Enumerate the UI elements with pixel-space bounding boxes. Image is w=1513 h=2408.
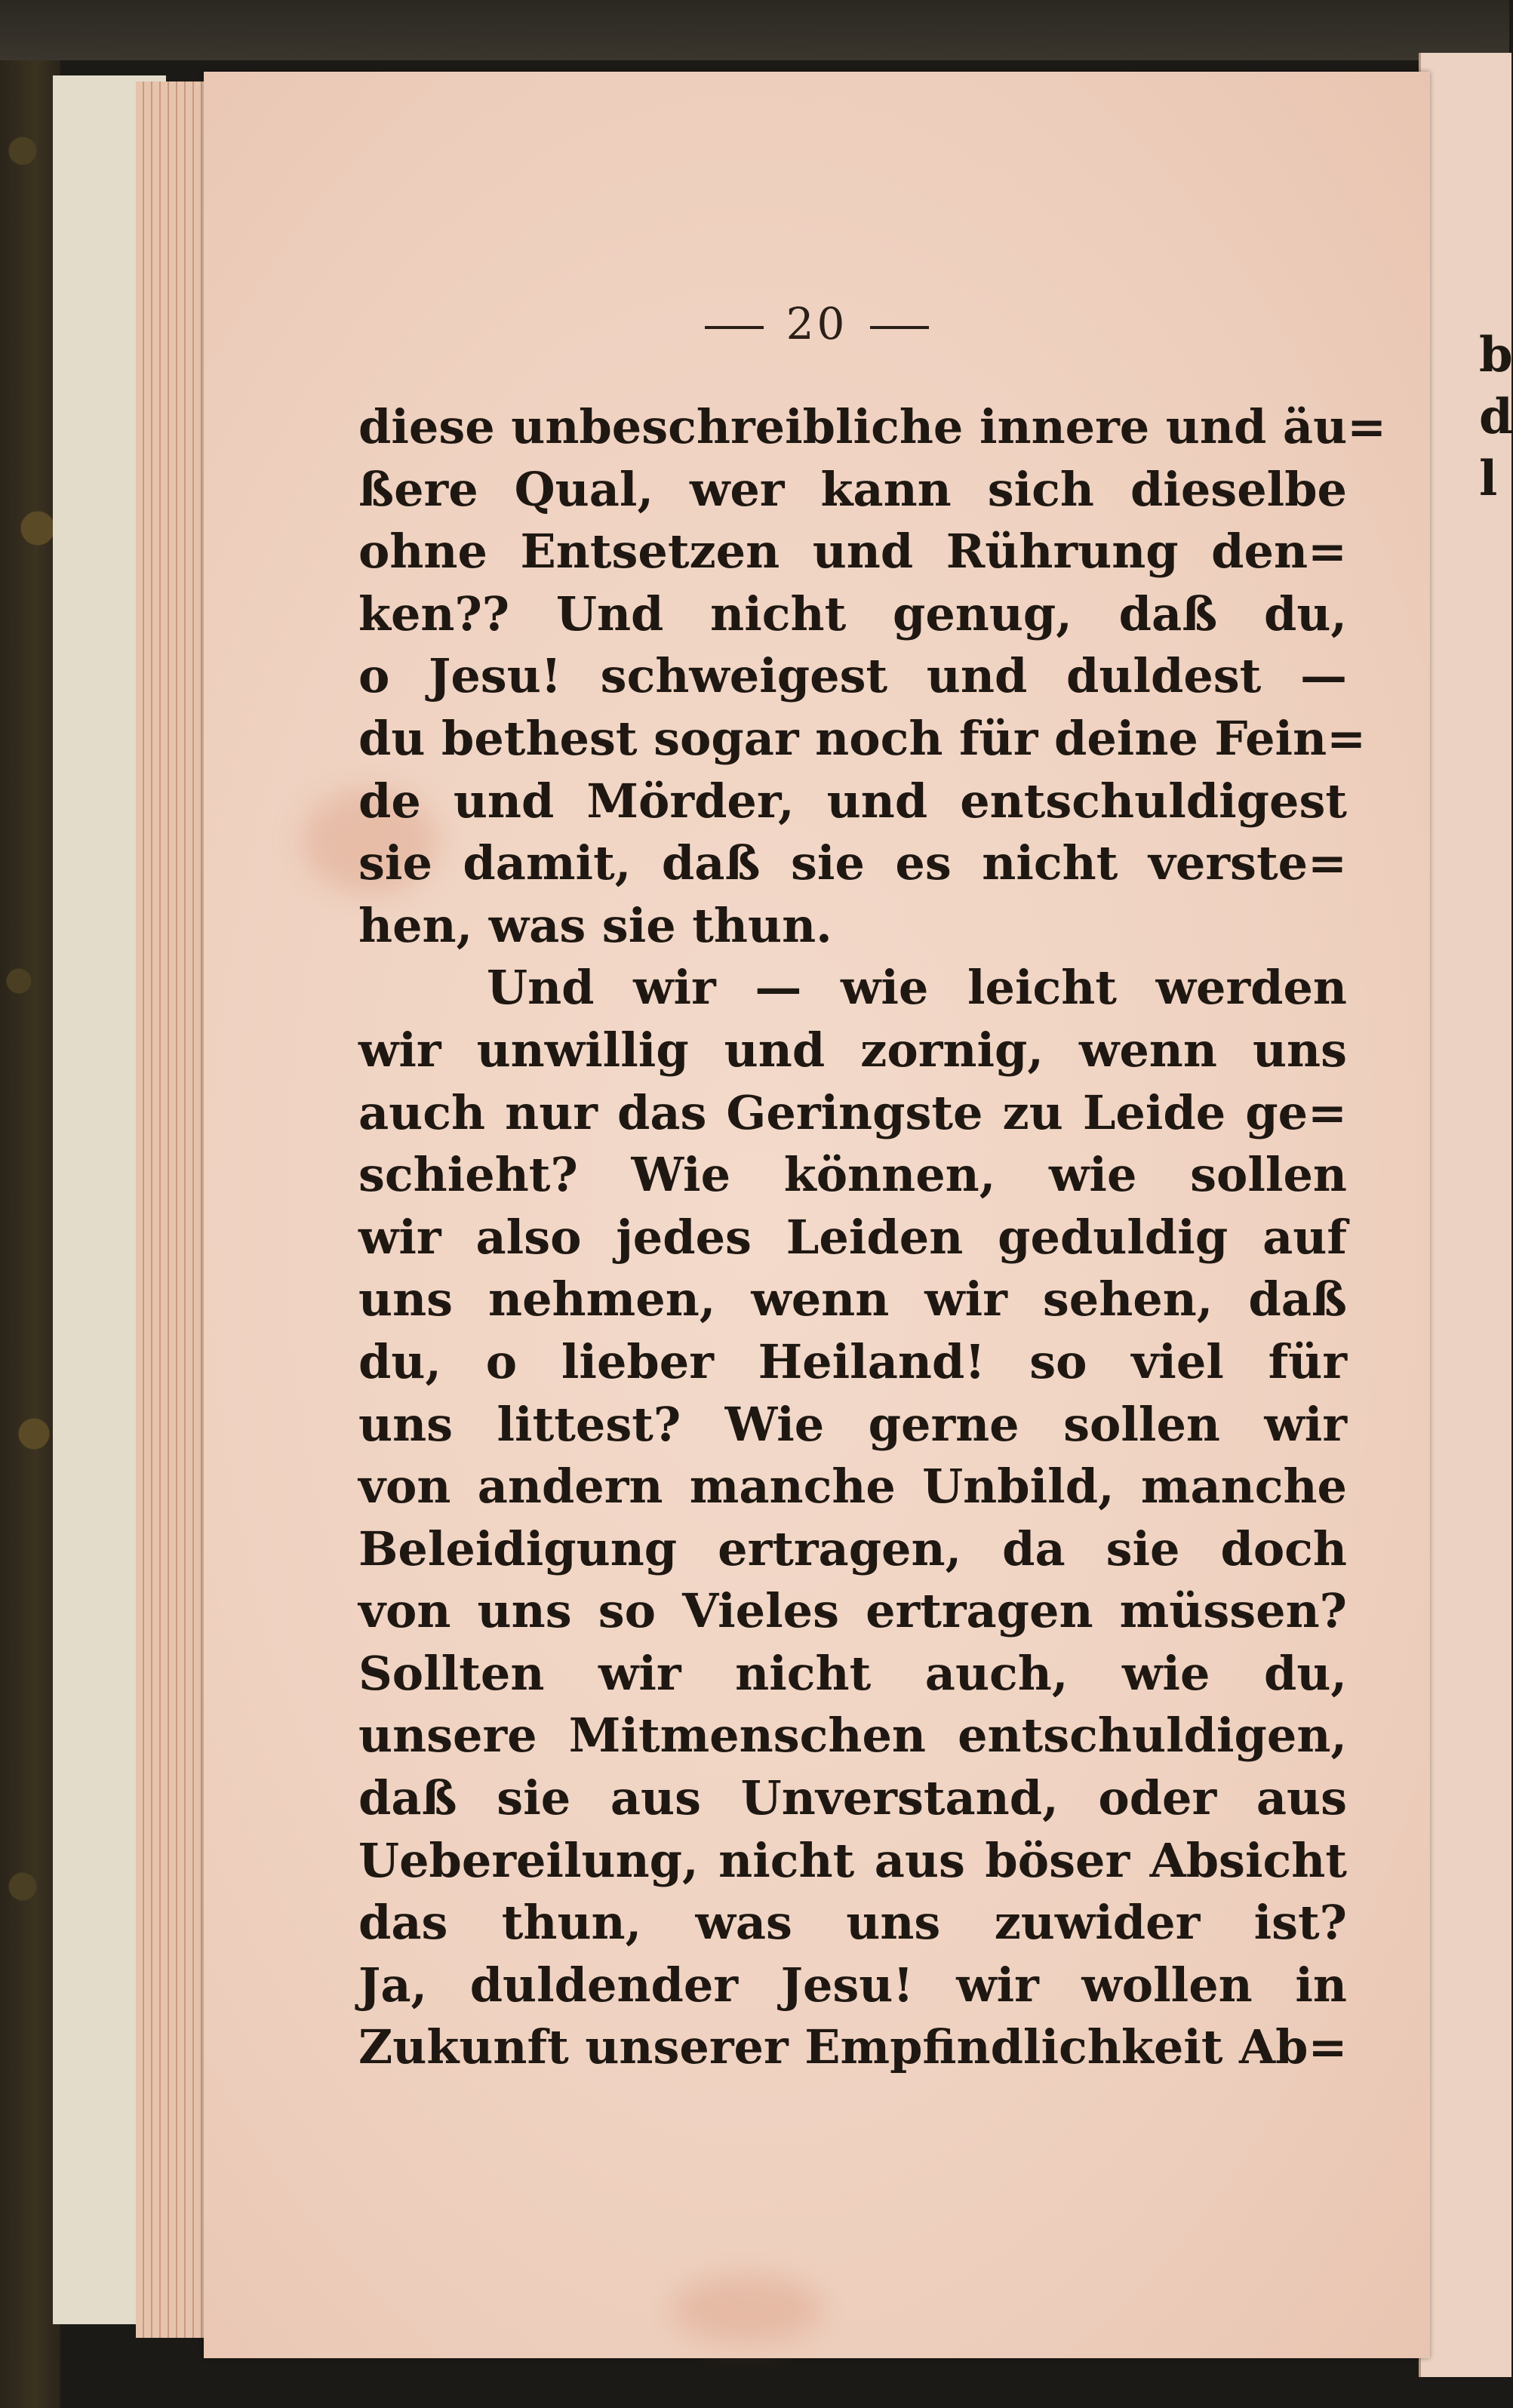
facing-page-fragment: l — [1479, 451, 1498, 507]
text-line: du, o lieber Heiland! so viel für — [358, 1333, 1347, 1389]
facing-page-text — [1479, 324, 1513, 510]
text-line: Und wir — wie leicht werden — [487, 960, 1347, 1016]
text-line: sie damit, daß sie es nicht verste= — [358, 835, 1347, 891]
book-page — [204, 72, 1430, 2358]
text-line: Sollten wir nicht auch, wie du, — [358, 1645, 1347, 1701]
text-line: hen, was sie thun. — [358, 897, 832, 953]
body-text — [358, 396, 1387, 2079]
facing-page-fragment: d — [1479, 389, 1513, 445]
text-line: uns nehmen, wenn wir sehen, daß — [358, 1272, 1347, 1327]
text-line: unsere Mitmenschen entschuldigen, — [358, 1708, 1347, 1764]
text-line: o Jesu! schweigest und duldest — — [358, 648, 1347, 704]
text-line: du bethest sogar noch für deine Fein= — [358, 710, 1367, 766]
page-number-dash-left — [705, 326, 764, 329]
text-line: das thun, was uns zuwider ist? — [358, 1895, 1347, 1951]
facing-page-fragment: b — [1479, 327, 1513, 383]
page-number-value: 20 — [786, 298, 848, 349]
text-line: Uebereilung, nicht aus böser Absicht — [358, 1832, 1347, 1888]
paper-stain — [672, 2275, 823, 2343]
text-line: uns littest? Wie gerne sollen wir — [358, 1396, 1347, 1452]
page-number — [204, 298, 1430, 349]
text-line: ken?? Und nicht genug, daß du, — [358, 586, 1347, 641]
text-line: von andern manche Unbild, manche — [358, 1459, 1347, 1515]
text-line: wir also jedes Leiden geduldig auf — [358, 1209, 1347, 1265]
text-line: Beleidigung ertragen, da sie doch — [358, 1521, 1347, 1576]
text-line: von uns so Vieles ertragen müssen? — [358, 1583, 1347, 1639]
background-top-band — [0, 0, 1509, 60]
text-line: diese unbeschreibliche innere und äu= — [358, 399, 1387, 454]
text-line: daß sie aus Unverstand, oder aus — [358, 1770, 1347, 1826]
text-line: wir unwillig und zornig, wenn uns — [358, 1022, 1347, 1078]
text-line: ohne Entsetzen und Rührung den= — [358, 524, 1347, 580]
text-line: schieht? Wie können, wie sollen — [358, 1147, 1347, 1203]
text-line: de und Mörder, und entschuldigest — [358, 773, 1347, 829]
text-line: auch nur das Geringste zu Leide ge= — [358, 1084, 1347, 1140]
text-line: ßere Qual, wer kann sich dieselbe — [358, 461, 1347, 517]
text-line: Zukunft unserer Empfindlichkeit Ab= — [358, 2019, 1348, 2075]
page-number-dash-right — [870, 326, 929, 329]
text-line: Ja, duldender Jesu! wir wollen in — [358, 1957, 1347, 2013]
book-binding — [0, 0, 60, 2408]
